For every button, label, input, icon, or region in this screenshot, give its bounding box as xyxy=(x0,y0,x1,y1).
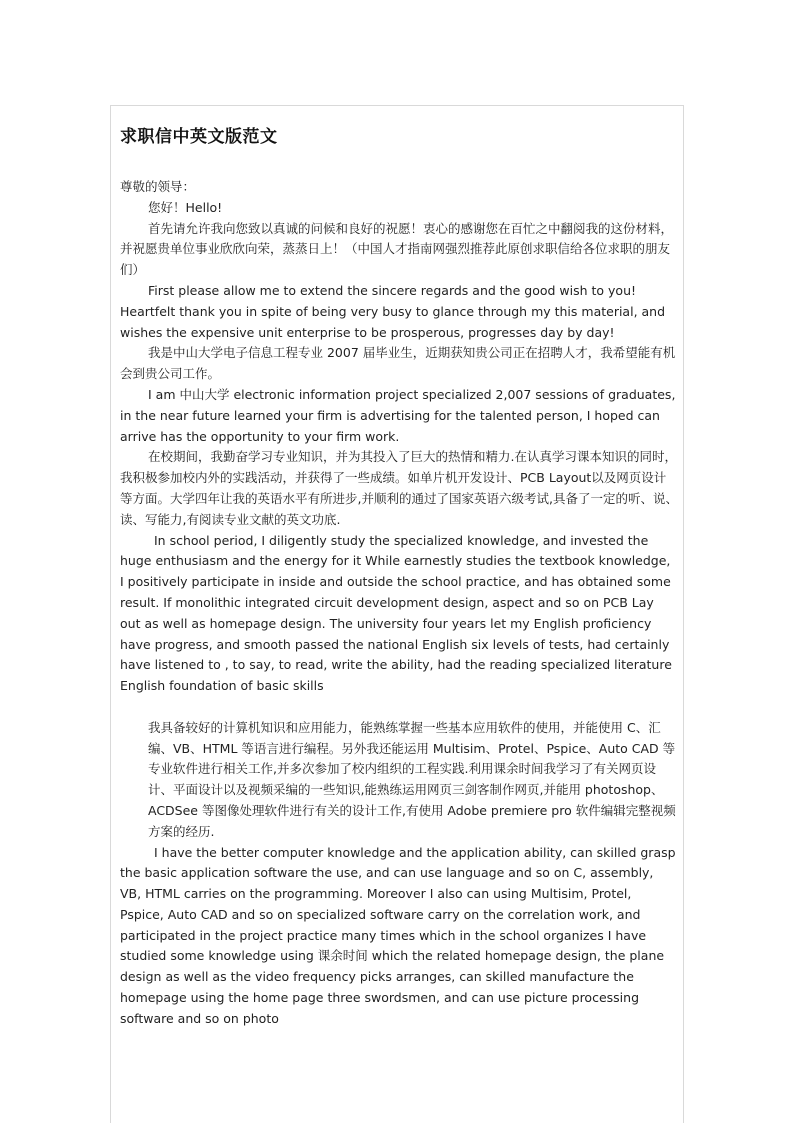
greeting: 您好！Hello! xyxy=(148,199,223,215)
paragraph-4-english: I have the better computer knowledge and the application ability, can skilled grasp the basic application software the use, and can use language and so on C, assembly, VB, HTML carries on the programming. Moreover I also can using Multisim, Protel, Pspice, Auto CAD and so on specialized software carry on the correlation work, and participated in the project practice many times which in the school organizes I have studied some knowledge using 课余时间 which the related homepage design, the plane design as well as the video frequency picks arranges, can skilled manufacture the homepage using the home page three swordsmen, and can use picture processing software and so on photo xyxy=(120,844,676,1026)
paragraph-4-chinese: 我具备较好的计算机知识和应用能力，能熟练掌握一些基本应用软件的使用，并能使用 C、汇编、VB、HTML 等语言进行编程。另外我还能运用 Multisim、Protel、Pspice、Auto CAD 等专业软件进行相关工作,并多次参加了校内组织的工程实践.利用课余时间我学习了有关网页设计、平面设计以及视频采编的一些知识,能熟练运用网页三剑客制作网页,并能用 photoshop、ACDSee 等图像处理软件进行有关的设计工作,有使用 Adobe premiere pro 软件编辑完整视频方案的经历. xyxy=(148,719,676,839)
paragraph-1-chinese: 首先请允许我向您致以真诚的问候和良好的祝愿！衷心的感谢您在百忙之中翻阅我的这份材料，并祝愿贵单位事业欣欣向荣，蒸蒸日上！（中国人才指南网强烈推荐此原创求职信给各位求职的朋友们） xyxy=(120,220,674,278)
paragraph-3-english: In school period, I diligently study the specialized knowledge, and invested the huge enthusiasm and the energy for it While earnestly studies the textbook knowledge, I positively participate in inside and outside the school practice, and has obtained some result. If monolithic integrated circuit development design, aspect and so on PCB Lay out as well as homepage design. The university four years let my English proficiency have progress, and smooth passed the national English six levels of tests, had certainly have listened to , to say, to read, write the ability, had the reading specialized literature English foundation of basic skills xyxy=(120,532,672,694)
letter-body xyxy=(120,177,678,1030)
salutation: 尊敬的领导： xyxy=(120,179,196,194)
paragraph-1-english: First please allow me to extend the sincere regards and the good wish to you! Heartfelt thank you in spite of being very busy to glance through my this material, and wishes the expensive unit enterprise to be prosperous, progresses day by day! xyxy=(120,282,666,340)
paragraph-2-chinese: 我是中山大学电子信息工程专业 2007 届毕业生，近期获知贵公司正在招聘人才，我希望能有机会到贵公司工作。 xyxy=(120,345,676,382)
paragraph-3-chinese: 在校期间，我勤奋学习专业知识，并为其投入了巨大的热情和精力.在认真学习课本知识的同时，我积极参加校内外的实践活动，并获得了一些成绩。如单片机开发设计、PCB Layout以及网页设计等方面。大学四年让我的英语水平有所进步,并顺利的通过了国家英语六级考试,具备了一定的听、说、读、写能力,有阅读专业文献的英文功底. xyxy=(120,449,678,527)
paragraph-2-english: I am 中山大学 electronic information project specialized 2,007 sessions of graduates, in the near future learned your firm is advertising for the talented person, I hoped can arrive has the opportunity to your firm work. xyxy=(120,386,676,444)
document-title: 求职信中英文版范文 xyxy=(120,127,278,147)
paragraph-gap xyxy=(120,697,678,718)
